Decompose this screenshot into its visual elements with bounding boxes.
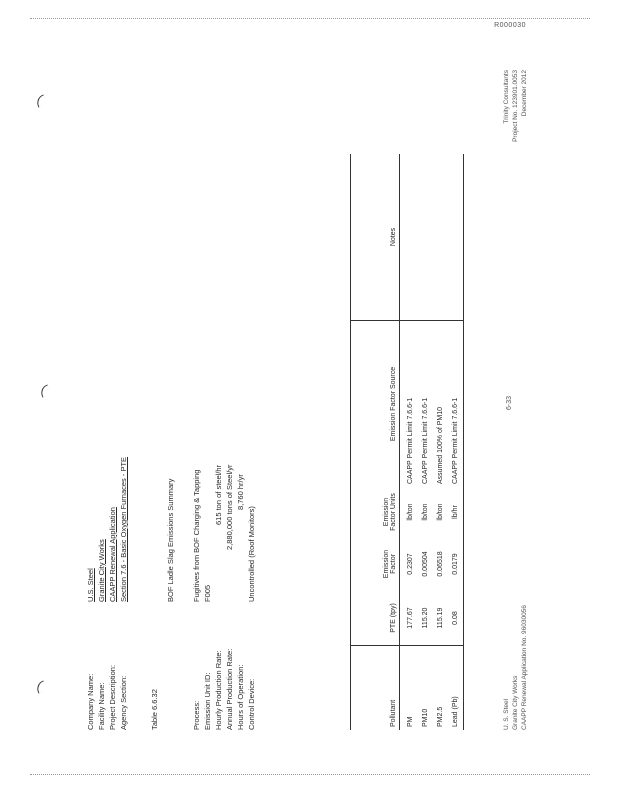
agency-section-label: Agency Section: bbox=[119, 675, 128, 730]
facility-name-value: Granite City Works bbox=[97, 539, 106, 602]
pte-cell: 0.08 bbox=[448, 591, 464, 646]
process-value: Fugitives from BOF Charging & Tapping bbox=[192, 469, 201, 602]
agency-section-value: Section 7.6 - Basic Oxygen Furnaces - PTE bbox=[119, 456, 128, 602]
ef-cell: 0.00504 bbox=[422, 551, 429, 577]
process-label: Process: bbox=[192, 700, 201, 730]
ef-cell: 0.2307 bbox=[407, 553, 414, 575]
footer-date: December 2012 bbox=[521, 70, 528, 117]
annual-rate-value: 2,880,000 tons of Steel/yr bbox=[225, 464, 234, 550]
pte-cell: 115.19 bbox=[437, 607, 444, 629]
hourly-rate-value: 615 ton of steel/hr bbox=[214, 464, 223, 525]
source-cell: CAAPP Permit Limit 7.6.6-1 bbox=[448, 321, 464, 488]
emission-unit-label: Emission Unit ID: bbox=[203, 672, 212, 730]
annual-rate-label: Annual Production Rate: bbox=[225, 648, 234, 730]
notes-cell bbox=[418, 154, 433, 321]
notes-cell bbox=[433, 154, 448, 321]
units-cell: lb/ton bbox=[407, 503, 414, 521]
pte-cell: 115.20 bbox=[422, 607, 429, 629]
units-cell: lb/ton bbox=[437, 503, 444, 521]
pollutant-cell: PM2.5 bbox=[433, 646, 448, 731]
col-ef-units: Emission Factor Units bbox=[351, 487, 400, 537]
notes-cell bbox=[400, 154, 419, 321]
units-cell: lb/hr bbox=[448, 487, 464, 537]
footer-right bbox=[502, 70, 529, 142]
footer-facility: Granite City Works bbox=[512, 675, 519, 730]
footer-application: CAAPP Renewal Application No. 96030056 bbox=[521, 605, 528, 730]
table-row bbox=[433, 154, 448, 730]
company-name-value: U.S. Steel bbox=[86, 568, 95, 602]
emissions-table bbox=[350, 154, 464, 730]
footer-left bbox=[502, 605, 529, 730]
scan-edge-bottom bbox=[30, 774, 590, 775]
emission-unit-value: F005 bbox=[203, 584, 212, 602]
rotated-page bbox=[50, 50, 550, 750]
source-cell: CAAPP Permit Limit 7.6.6-1 bbox=[407, 397, 414, 484]
table-row bbox=[448, 154, 464, 730]
project-description-value: CAAPP Renewal Application bbox=[108, 507, 117, 602]
col-pte: PTE (tpy) bbox=[351, 591, 400, 646]
footer-project-no: Project No. 123901.0053 bbox=[512, 70, 519, 142]
hole-punch-mark-icon bbox=[34, 94, 47, 107]
footer-consultant: Trinity Consultants bbox=[503, 70, 510, 124]
summary-title: BOF Ladle Slag Emissions Summary bbox=[166, 478, 175, 602]
col-ef-source: Emission Factor Source bbox=[351, 321, 400, 488]
ef-cell: 0.06518 bbox=[437, 551, 444, 577]
col-pollutant: Pollutant bbox=[351, 646, 400, 731]
source-cell: CAAPP Permit Limit 7.6.6-1 bbox=[422, 397, 429, 484]
scan-edge-top bbox=[30, 18, 590, 19]
table-row bbox=[400, 154, 419, 730]
footer-company: U. S. Steel bbox=[503, 698, 510, 730]
notes-cell bbox=[448, 154, 464, 321]
ef-cell: 0.0179 bbox=[448, 537, 464, 591]
table-number: Table 6.6.32 bbox=[150, 689, 159, 730]
bates-number: R000030 bbox=[494, 22, 526, 29]
company-name-label: Company Name: bbox=[86, 673, 95, 730]
facility-name-label: Facility Name: bbox=[97, 682, 106, 730]
pollutant-cell: Lead (Pb) bbox=[448, 646, 464, 731]
col-notes: Notes bbox=[351, 154, 400, 321]
control-device-value: Uncontrolled (Roof Monitors) bbox=[247, 506, 256, 602]
pollutant-cell: PM10 bbox=[418, 646, 433, 731]
page-number: 6-33 bbox=[506, 395, 513, 410]
col-emission-factor: Emission Factor bbox=[351, 537, 400, 591]
table-header-row bbox=[351, 154, 400, 730]
control-device-label: Control Device: bbox=[247, 678, 256, 730]
source-cell: Assumed 100% of PM10 bbox=[437, 406, 444, 484]
hole-punch-mark-icon bbox=[34, 680, 47, 693]
pte-cell: 177.67 bbox=[407, 607, 414, 629]
project-description-label: Project Description: bbox=[108, 664, 117, 730]
hours-label: Hours of Operation: bbox=[236, 664, 245, 730]
hourly-rate-label: Hourly Production Rate: bbox=[214, 650, 223, 730]
table-row bbox=[418, 154, 433, 730]
hours-value: 8,760 hr/yr bbox=[236, 474, 245, 510]
pollutant-cell: PM bbox=[400, 646, 419, 731]
units-cell: lb/ton bbox=[422, 503, 429, 521]
